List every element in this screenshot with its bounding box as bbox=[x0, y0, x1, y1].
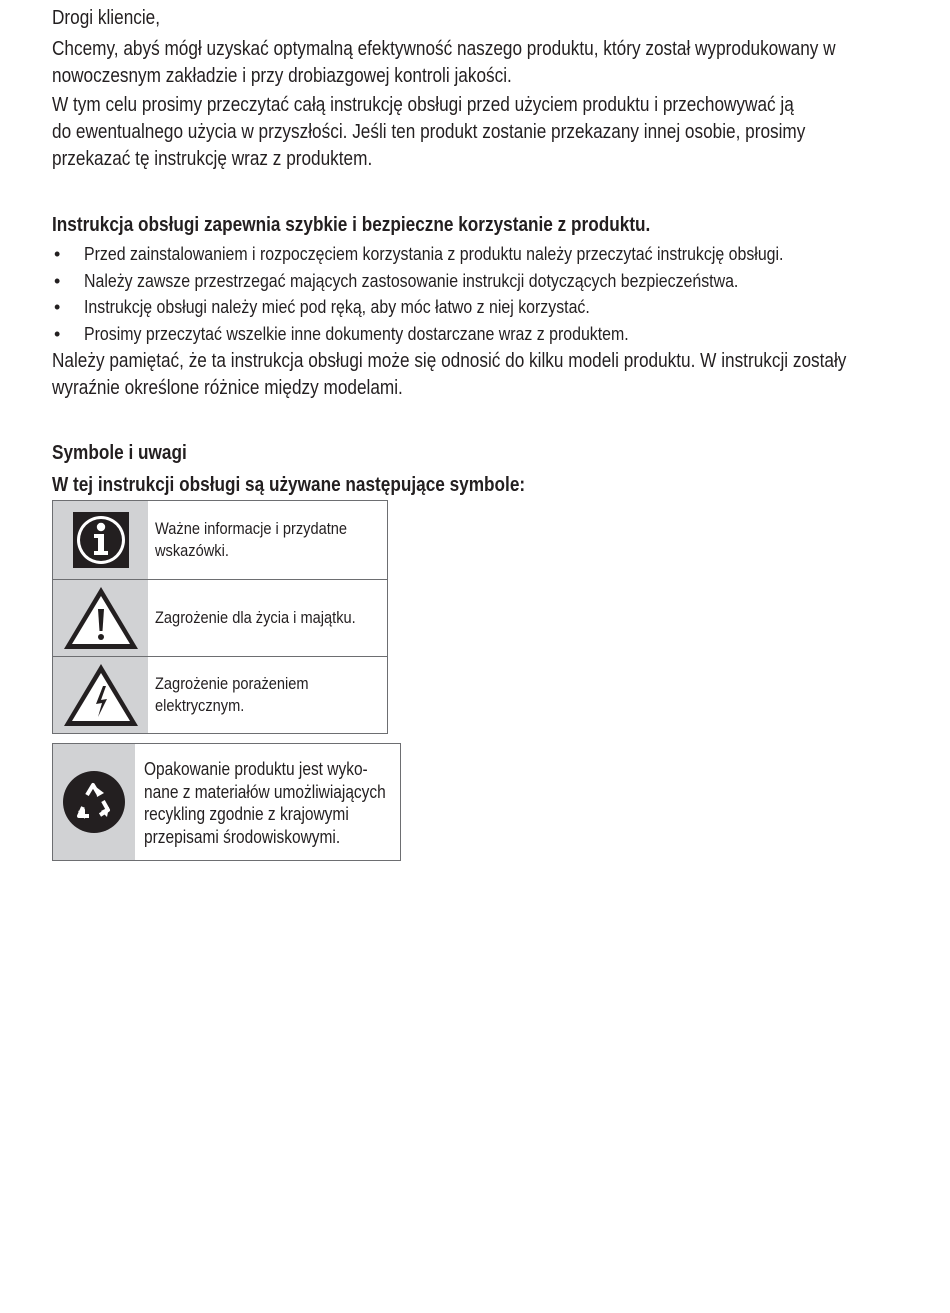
text-line: Opakowanie produktu jest wyko- bbox=[144, 759, 368, 779]
symbols-table bbox=[52, 500, 388, 734]
text-line: przepisami środowiskowymi. bbox=[144, 826, 341, 847]
text-line: Zagrożenie dla życia i majątku. bbox=[155, 608, 356, 627]
symbol-icon-cell bbox=[53, 744, 135, 860]
text-line: nane z materiałów umożliwiających bbox=[144, 781, 386, 802]
symbols-subheading: W tej instrukcji obsługi są używane następujące symbole: bbox=[52, 474, 526, 496]
text-line: wyraźnie określone różnice między modelami. bbox=[52, 377, 403, 399]
greeting: Drogi kliencie, bbox=[52, 7, 161, 29]
symbol-row-info bbox=[53, 501, 387, 579]
intro-paragraph-2 bbox=[52, 92, 928, 173]
symbol-description bbox=[155, 518, 378, 562]
models-note bbox=[52, 348, 950, 402]
symbol-icon-cell bbox=[53, 501, 148, 579]
text-line: Ważne informacje i przydatne bbox=[155, 519, 348, 538]
list-item: • Instrukcję obsługi należy mieć pod ręką, aby móc łatwo z niej korzystać. bbox=[52, 294, 897, 321]
text-line: elektrycznym. bbox=[155, 696, 245, 715]
symbols-heading: Symbole i uwagi bbox=[52, 442, 187, 464]
text-line: Należy pamiętać, że ta instrukcja obsługi może się odnosić do kilku modeli produktu. W instrukcji zostały bbox=[52, 350, 847, 372]
bullet-marker: • bbox=[54, 323, 61, 344]
text-line: do ewentualnego użycia w przyszłości. Jeśli ten produkt zostanie przekazany innej osobie, prosimy bbox=[52, 121, 806, 143]
bullet-marker: • bbox=[54, 297, 61, 317]
manual-heading: Instrukcja obsługi zapewnia szybkie i bezpieczne korzystanie z produktu. bbox=[52, 214, 651, 236]
recycling-description bbox=[144, 758, 425, 848]
symbol-description bbox=[155, 607, 388, 629]
text-line: przekazać tę instrukcję wraz z produktem. bbox=[52, 148, 373, 170]
symbol-icon-cell bbox=[53, 657, 148, 733]
text-line: W tym celu prosimy przeczytać całą instrukcję obsługi przed użyciem produktu i przechowywać ją bbox=[52, 94, 794, 116]
recycle-icon bbox=[63, 771, 125, 833]
list-item: • Należy zawsze przestrzegać mających zastosowanie instrukcji dotyczących bezpieczeństwa. bbox=[52, 268, 897, 295]
recycling-note bbox=[52, 743, 401, 861]
intro-paragraph-1 bbox=[52, 36, 950, 90]
symbol-row-electric bbox=[53, 656, 387, 733]
list-item: • Przed zainstalowaniem i rozpoczęciem korzystania z produktu należy przeczytać instrukcję obsługi. bbox=[52, 241, 897, 268]
text-line: wskazówki. bbox=[155, 541, 229, 560]
text-line: nowoczesnym zakładzie i przy drobiazgowej kontroli jakości. bbox=[52, 65, 512, 87]
symbol-row-warning bbox=[53, 579, 387, 656]
text-line: Chcemy, abyś mógł uzyskać optymalną efektywność naszego produktu, który został wyprodukowany w bbox=[52, 38, 836, 60]
bullet-marker: • bbox=[54, 270, 61, 291]
bullet-marker: • bbox=[54, 244, 61, 264]
symbol-icon-cell bbox=[53, 580, 148, 656]
text-line: recykling zgodnie z krajowymi bbox=[144, 804, 349, 824]
info-icon bbox=[73, 512, 129, 568]
bullet-list bbox=[52, 241, 897, 347]
warning-icon bbox=[62, 585, 140, 651]
list-item: • Prosimy przeczytać wszelkie inne dokumenty dostarczane wraz z produktem. bbox=[52, 321, 897, 348]
symbol-description bbox=[155, 673, 334, 717]
text-line: Zagrożenie porażeniem bbox=[155, 674, 309, 693]
electric-shock-icon bbox=[62, 662, 140, 728]
